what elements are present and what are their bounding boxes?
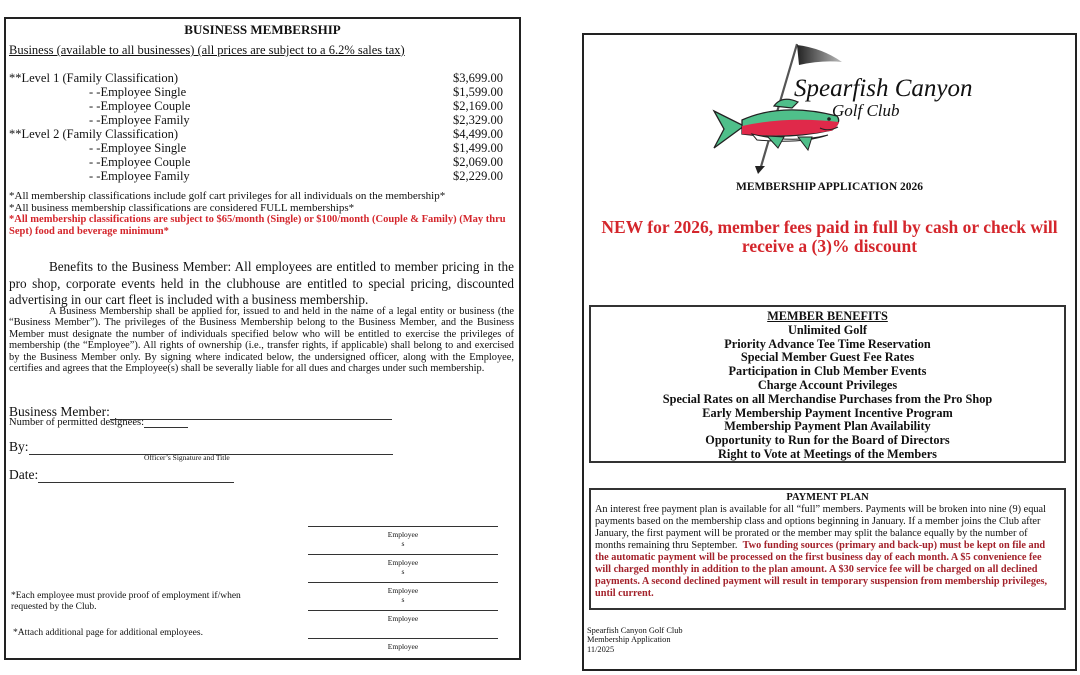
footer-club-name: Spearfish Canyon Golf Club bbox=[587, 626, 683, 635]
employee-slot[interactable] bbox=[308, 582, 498, 610]
price-label: - -Employee Couple bbox=[89, 155, 191, 169]
designees-field bbox=[9, 417, 188, 428]
payment-plan-text: An interest free payment plan is available for all “full” members. Payments will be broken into nine (9) equal payments based on the membership class and options beginning in January. If a member joins the Club after January, the first payment will be prorated or the member may split the balance equally by the number of months remaining thru September. bbox=[595, 504, 1046, 551]
price-label: - -Employee Family bbox=[89, 169, 190, 183]
date-label: Date: bbox=[9, 467, 39, 482]
member-benefits-heading: MEMBER BENEFITS bbox=[767, 309, 888, 323]
membership-notes bbox=[9, 191, 514, 237]
trout-icon bbox=[714, 99, 839, 150]
employee-slot[interactable] bbox=[308, 526, 498, 554]
date-field bbox=[9, 467, 234, 483]
price-row bbox=[9, 127, 503, 141]
benefit-item: Right to Vote at Meetings of the Members bbox=[718, 446, 937, 461]
price-label: **Level 2 (Family Classification) bbox=[9, 127, 179, 141]
pricing-subtitle: Business (available to all businesses) (all prices are subject to a 6.2% sales tax) bbox=[9, 43, 405, 57]
price-label: - -Employee Single bbox=[89, 141, 187, 155]
price-value: $2,229.00 bbox=[453, 169, 503, 183]
employee-label: Employee bbox=[387, 614, 419, 623]
price-row bbox=[9, 99, 503, 113]
employee-signature-block bbox=[308, 526, 498, 656]
price-row bbox=[9, 113, 503, 127]
employee-label: Employee bbox=[387, 558, 419, 567]
benefit-item: Priority Advance Tee Time Reservation bbox=[724, 336, 931, 351]
employee-label: Employee bbox=[387, 642, 419, 651]
price-row bbox=[9, 71, 503, 85]
price-row bbox=[9, 141, 503, 155]
price-row bbox=[9, 169, 503, 183]
designees-label: Number of permitted designees: bbox=[9, 417, 145, 428]
officer-caption: Officer’s Signature and Title bbox=[144, 453, 230, 462]
employee-label-suffix: s bbox=[401, 567, 405, 576]
price-value: $2,169.00 bbox=[453, 99, 503, 113]
footer-date: 11/2025 bbox=[587, 644, 615, 654]
price-value: $3,699.00 bbox=[453, 71, 503, 85]
price-label: **Level 1 (Family Classification) bbox=[9, 71, 179, 85]
footer-doc-name: Membership Application bbox=[587, 635, 671, 645]
employee-slot[interactable] bbox=[308, 638, 498, 656]
payment-plan-box bbox=[589, 488, 1066, 610]
payment-plan-body bbox=[595, 504, 1060, 600]
employee-label-suffix: s bbox=[401, 539, 405, 548]
benefit-item: Early Membership Payment Incentive Program bbox=[702, 405, 953, 420]
price-label: - -Employee Family bbox=[89, 113, 190, 127]
by-label: By: bbox=[9, 439, 29, 454]
discount-promo: NEW for 2026, member fees paid in full by cash or check will receive a (3)% discount bbox=[601, 217, 1058, 256]
benefit-item: Charge Account Privileges bbox=[757, 377, 898, 392]
benefit-item: Opportunity to Run for the Board of Directors bbox=[705, 433, 950, 448]
cart-note: *All membership classifications include golf cart privileges for all individuals on the membership* bbox=[9, 190, 446, 202]
price-value: $4,499.00 bbox=[453, 127, 503, 141]
employee-slot[interactable] bbox=[308, 610, 498, 638]
date-input-line[interactable] bbox=[38, 468, 234, 483]
employee-slot[interactable] bbox=[308, 554, 498, 582]
price-row bbox=[9, 85, 503, 99]
payment-plan-heading: PAYMENT PLAN bbox=[786, 492, 869, 503]
benefit-item: Participation in Club Member Events bbox=[728, 364, 927, 379]
price-value: $1,499.00 bbox=[453, 141, 503, 155]
benefit-item: Special Rates on all Merchandise Purchases from the Pro Shop bbox=[662, 391, 993, 406]
membership-application-page bbox=[582, 33, 1077, 671]
member-benefits-box bbox=[589, 305, 1066, 463]
price-list bbox=[9, 71, 503, 183]
arrow-tip-icon bbox=[755, 166, 765, 174]
business-member-label: Business Member: bbox=[9, 404, 110, 419]
price-row bbox=[9, 155, 503, 169]
designees-input-line[interactable] bbox=[144, 417, 188, 428]
benefit-item: Unlimited Golf bbox=[788, 322, 867, 337]
price-label: - -Employee Single bbox=[89, 85, 187, 99]
legal-terms-paragraph: A Business Membership shall be applied for, issued to and held in the name of a legal entity or business (the “Business Member”). The privileges of the Business Membership belong to the Business Member, and the Business Member must designate the number of individuals specified below who will be entitled to exercise the privileges of membership (the “Employee”). All rights of ownership (i.e., transfer rights, if applicable) shall belong to and exercised by the Business Member only. By signing where indicated below, the undersigned officer, along with the Employee, certifies and agrees that the Employee(s) shall be severally liable for all dues and charges under such membership. bbox=[9, 306, 514, 375]
flag-icon bbox=[797, 45, 842, 65]
price-value: $1,599.00 bbox=[453, 85, 503, 99]
page-footer bbox=[587, 626, 683, 654]
payment-plan-terms: Two funding sources (primary and back-up) must be kept on file and the automatic payment will be processed on the first business day of each month. A $5 convenience fee will charged monthly in addition to the plan amount. A $30 service fee will be charged on all declined payments. A second declined payment will result in temporary suspension from membership privileges, until current. bbox=[595, 540, 1048, 599]
attach-page-note: *Attach additional page for additional employees. bbox=[13, 628, 203, 638]
employee-label: Employee bbox=[387, 586, 419, 595]
price-value: $2,329.00 bbox=[453, 113, 503, 127]
employee-label-suffix: s bbox=[401, 595, 405, 604]
benefit-item: Special Member Guest Fee Rates bbox=[740, 350, 915, 365]
price-label: - -Employee Couple bbox=[89, 99, 191, 113]
proof-of-employment-note: *Each employee must provide proof of employment if/when requested by the Club. bbox=[11, 591, 241, 612]
page-title: BUSINESS MEMBERSHIP bbox=[184, 22, 341, 37]
price-value: $2,069.00 bbox=[453, 155, 503, 169]
club-logo bbox=[712, 40, 973, 175]
business-benefits-paragraph: Benefits to the Business Member: All employees are entitled to member pricing in the pro shop, corporate events held in the clubhouse are entitled to special pricing, discounted advertising in our cart fleet is included with a business membership. bbox=[9, 259, 514, 307]
application-title: MEMBERSHIP APPLICATION 2026 bbox=[736, 181, 923, 193]
food-beverage-minimum-note: *All membership classifications are subject to $65/month (Single) or $100/month (Couple & Family) (May thru Sept) food and beverage minimum* bbox=[9, 214, 506, 237]
employee-label: Employee bbox=[387, 530, 419, 539]
logo-text-line1: Spearfish Canyon bbox=[794, 75, 973, 102]
business-membership-page bbox=[4, 17, 521, 660]
benefit-item: Membership Payment Plan Availability bbox=[724, 419, 931, 434]
logo-text-line2: Golf Club bbox=[832, 101, 900, 120]
full-membership-note: *All business membership classifications are considered FULL memberships* bbox=[9, 201, 355, 214]
